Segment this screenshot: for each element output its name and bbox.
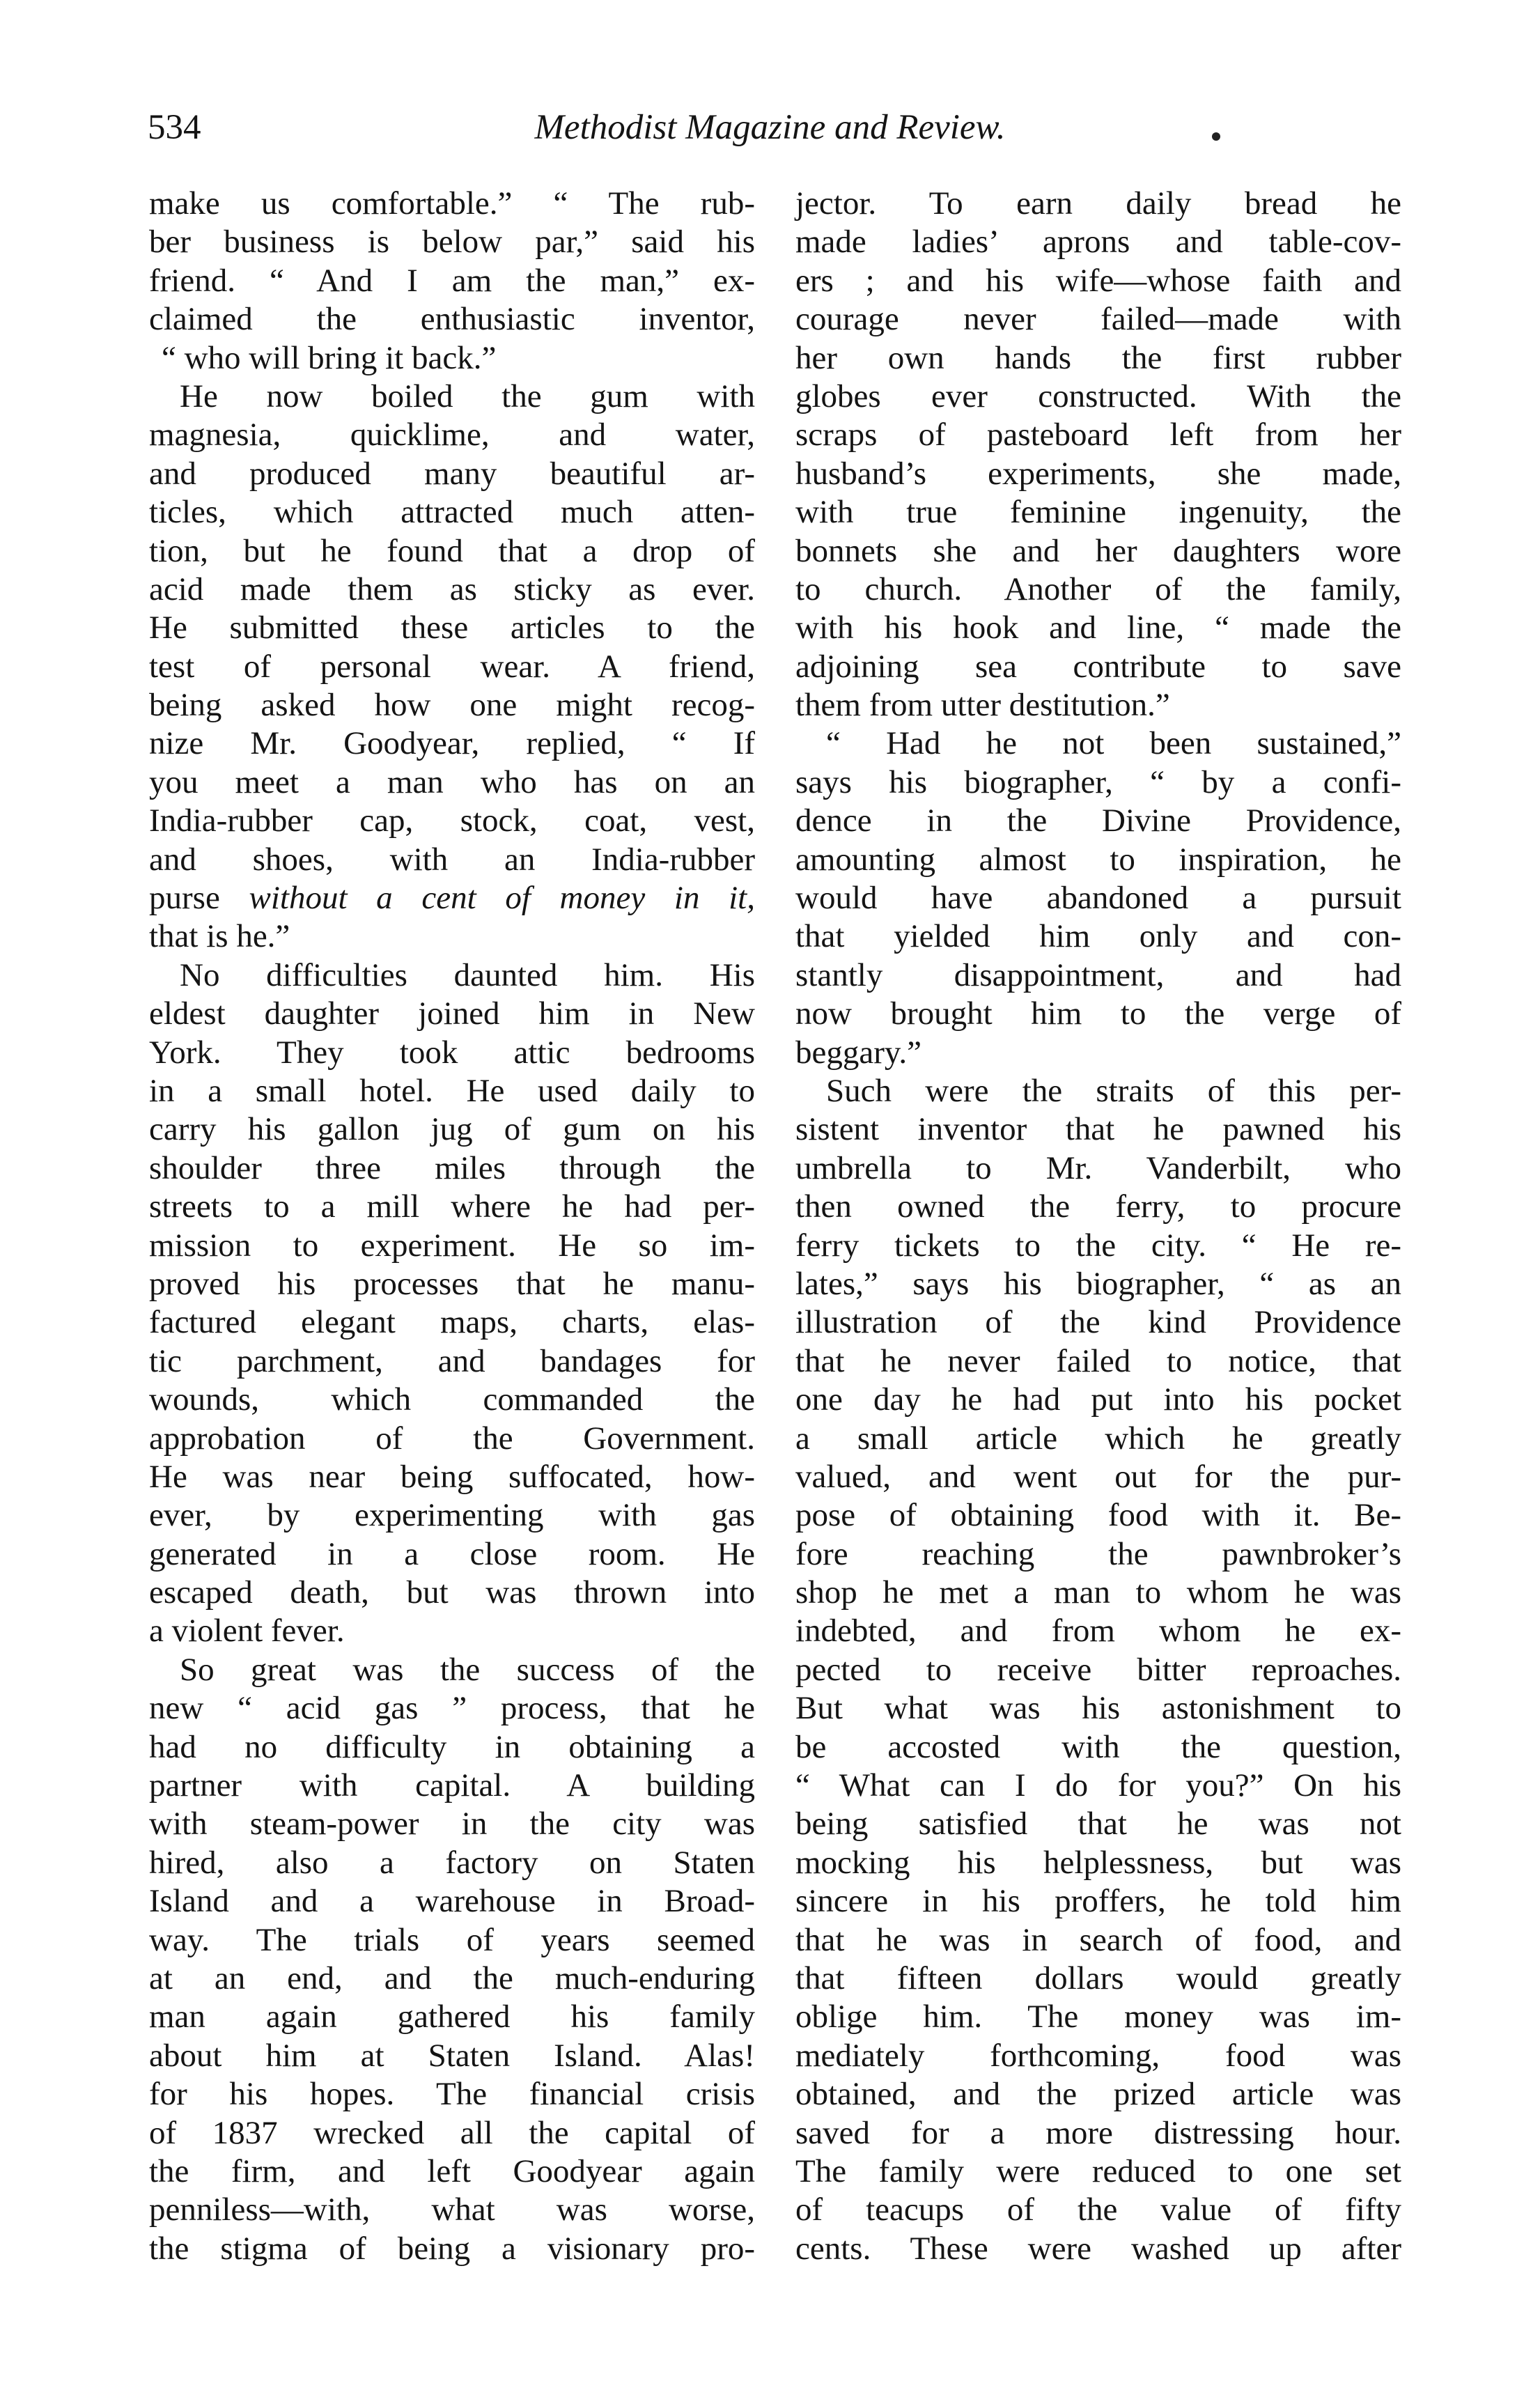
text-line: dence in the Divine Providence, <box>795 802 1401 839</box>
text-line: acid made them as sticky as ever. <box>149 571 755 607</box>
text-line: obtained, and the prized article was <box>795 2076 1401 2113</box>
text-line: oblige him. The money was im- <box>795 1999 1401 2035</box>
text-line: mediately forthcoming, food was <box>795 2037 1401 2074</box>
text-line: of teacups of the value of fifty <box>795 2192 1401 2228</box>
text-line: penniless—with, what was worse, <box>149 2192 755 2228</box>
text-line: ticles, which attracted much atten- <box>149 494 755 531</box>
text-line: amounting almost to inspiration, he <box>795 841 1401 878</box>
text-line: ers ; and his wife—whose faith and <box>795 262 1401 299</box>
text-line: mocking his helplessness, but was <box>795 1844 1401 1881</box>
text-line: the stigma of being a visionary pro- <box>149 2230 755 2267</box>
text-line: wounds, which commanded the <box>149 1381 755 1418</box>
paragraph-first-line: No difficulties daunted him. His <box>180 956 755 993</box>
text-line-italic <box>149 879 755 917</box>
text-line: be accosted with the question, <box>795 1728 1401 1765</box>
text-line: new “ acid gas ” process, that he <box>149 1690 755 1727</box>
text-line: man again gathered his family <box>149 1999 755 2035</box>
page-number: 534 <box>148 108 201 147</box>
text-line: India-rubber cap, stock, coat, vest, <box>149 802 755 839</box>
text-line: that fifteen dollars would greatly <box>795 1960 1401 1996</box>
text-line: illustration of the kind Providence <box>795 1304 1401 1341</box>
text-line: with steam-power in the city was <box>149 1806 755 1843</box>
paragraph-first-line: So great was the success of the <box>180 1651 755 1688</box>
text-line: test of personal wear. A friend, <box>149 648 755 685</box>
text-line: with true feminine ingenuity, the <box>795 494 1401 531</box>
text-line: about him at Staten Island. Alas! <box>149 2037 755 2074</box>
text-line: husband’s experiments, she made, <box>795 455 1401 492</box>
italic-phrase: without a cent of money in it, <box>249 880 755 917</box>
text-line: carry his gallon jug of gum on his <box>149 1111 755 1148</box>
text-line: make us comfortable.” “ The rub- <box>149 185 755 222</box>
text-line: one day he had put into his pocket <box>795 1381 1401 1418</box>
text-line: a small article which he greatly <box>795 1420 1401 1457</box>
text-line: magnesia, quicklime, and water, <box>149 417 755 453</box>
text-line: adjoining sea contribute to save <box>795 648 1401 685</box>
text-line: courage never failed—made with <box>795 301 1401 338</box>
text-line: scraps of pasteboard left from her <box>795 417 1401 453</box>
text-line: ber business is below par,” said his <box>149 224 755 261</box>
text-line: that he never failed to notice, that <box>795 1342 1401 1379</box>
text-line: shop he met a man to whom he was <box>795 1574 1401 1611</box>
text-line: ferry tickets to the city. “ He re- <box>795 1227 1401 1264</box>
text-line: would have abandoned a pursuit <box>795 880 1401 917</box>
text-line: with his hook and line, “ made the <box>795 610 1401 646</box>
paragraph-first-line: “ Had he not been sustained,” <box>826 725 1401 762</box>
text-line: made ladies’ aprons and table-cov- <box>795 224 1401 261</box>
text-line: mission to experiment. He so im- <box>149 1227 755 1264</box>
text-line: nize Mr. Goodyear, replied, “ If <box>149 725 755 762</box>
running-head: Methodist Magazine and Review. <box>534 108 1006 147</box>
text-line: way. The trials of years seemed <box>149 1921 755 1958</box>
text-line: a violent fever. <box>149 1613 345 1650</box>
text-line: then owned the ferry, to procure <box>795 1188 1401 1225</box>
text-line: valued, and went out for the pur- <box>795 1458 1401 1495</box>
text-line: for his hopes. The financial crisis <box>149 2076 755 2113</box>
text-line: Island and a warehouse in Broad- <box>149 1883 755 1920</box>
text-line: ever, by experimenting with gas <box>149 1497 755 1534</box>
text-line: generated in a close room. He <box>149 1535 755 1572</box>
text-line: fore reaching the pawnbroker’s <box>795 1535 1401 1572</box>
text-line: proved his processes that he manu- <box>149 1265 755 1302</box>
text-line: at an end, and the much-enduring <box>149 1960 755 1996</box>
ink-speck <box>1212 132 1220 141</box>
text-line: and produced many beautiful ar- <box>149 455 755 492</box>
text-line: bonnets she and her daughters wore <box>795 532 1401 569</box>
text-line: eldest daughter joined him in New <box>149 995 755 1032</box>
text-line: of 1837 wrecked all the capital of <box>149 2114 755 2151</box>
text-line: the firm, and left Goodyear again <box>149 2152 755 2189</box>
text-line: now brought him to the verge of <box>795 995 1401 1032</box>
text-line: pose of obtaining food with it. Be- <box>795 1497 1401 1534</box>
italic-prefix: purse <box>149 880 249 917</box>
text-line: lates,” says his biographer, “ as an <box>795 1265 1401 1302</box>
text-line: beggary.” <box>795 1034 921 1071</box>
text-line: But what was his astonishment to <box>795 1690 1401 1727</box>
text-line: shoulder three miles through the <box>149 1149 755 1186</box>
text-line: He was near being suffocated, how- <box>149 1458 755 1495</box>
text-line: The family were reduced to one set <box>795 2152 1401 2189</box>
text-line: jector. To earn daily bread he <box>795 185 1401 222</box>
text-line: claimed the enthusiastic inventor, <box>149 301 755 338</box>
text-line: that yielded him only and con- <box>795 918 1401 955</box>
text-line: you meet a man who has on an <box>149 763 755 800</box>
text-line: that is he.” <box>149 918 290 955</box>
text-line: York. They took attic bedrooms <box>149 1034 755 1071</box>
text-line: partner with capital. A building <box>149 1767 755 1804</box>
text-line: He submitted these articles to the <box>149 610 755 646</box>
text-line: globes ever constructed. With the <box>795 378 1401 414</box>
text-line: “ What can I do for you?” On his <box>795 1767 1401 1804</box>
text-line: hired, also a factory on Staten <box>149 1844 755 1881</box>
left-column <box>149 185 755 2268</box>
text-line: being satisfied that he was not <box>795 1806 1401 1843</box>
paragraph-first-line: Such were the straits of this per- <box>826 1072 1401 1109</box>
text-line: that he was in search of food, and <box>795 1921 1401 1958</box>
text-line: her own hands the first rubber <box>795 339 1401 376</box>
text-line: approbation of the Government. <box>149 1420 755 1457</box>
text-line: them from utter destitution.” <box>795 687 1170 724</box>
text-line: being asked how one might recog- <box>149 687 755 724</box>
text-line: and shoes, with an India-rubber <box>149 841 755 878</box>
text-line: stantly disappointment, and had <box>795 956 1401 993</box>
right-column <box>795 185 1401 2268</box>
text-line: indebted, and from whom he ex- <box>795 1613 1401 1650</box>
text-line: pected to receive bitter reproaches. <box>795 1651 1401 1688</box>
text-line: “ who will bring it back.” <box>162 339 497 376</box>
text-line: sincere in his proffers, he told him <box>795 1883 1401 1920</box>
text-line: umbrella to Mr. Vanderbilt, who <box>795 1149 1401 1186</box>
text-line: tion, but he found that a drop of <box>149 532 755 569</box>
text-line: escaped death, but was thrown into <box>149 1574 755 1611</box>
text-line: factured elegant maps, charts, elas- <box>149 1304 755 1341</box>
paragraph-first-line: He now boiled the gum with <box>180 378 755 414</box>
text-line: says his biographer, “ by a confi- <box>795 763 1401 800</box>
text-line: sistent inventor that he pawned his <box>795 1111 1401 1148</box>
text-line: tic parchment, and bandages for <box>149 1342 755 1379</box>
text-line: cents. These were washed up after <box>795 2230 1401 2267</box>
text-line: friend. “ And I am the man,” ex- <box>149 262 755 299</box>
text-line: streets to a mill where he had per- <box>149 1188 755 1225</box>
text-line: saved for a more distressing hour. <box>795 2114 1401 2151</box>
text-line: in a small hotel. He used daily to <box>149 1072 755 1109</box>
text-line: to church. Another of the family, <box>795 571 1401 607</box>
text-line: had no difficulty in obtaining a <box>149 1728 755 1765</box>
